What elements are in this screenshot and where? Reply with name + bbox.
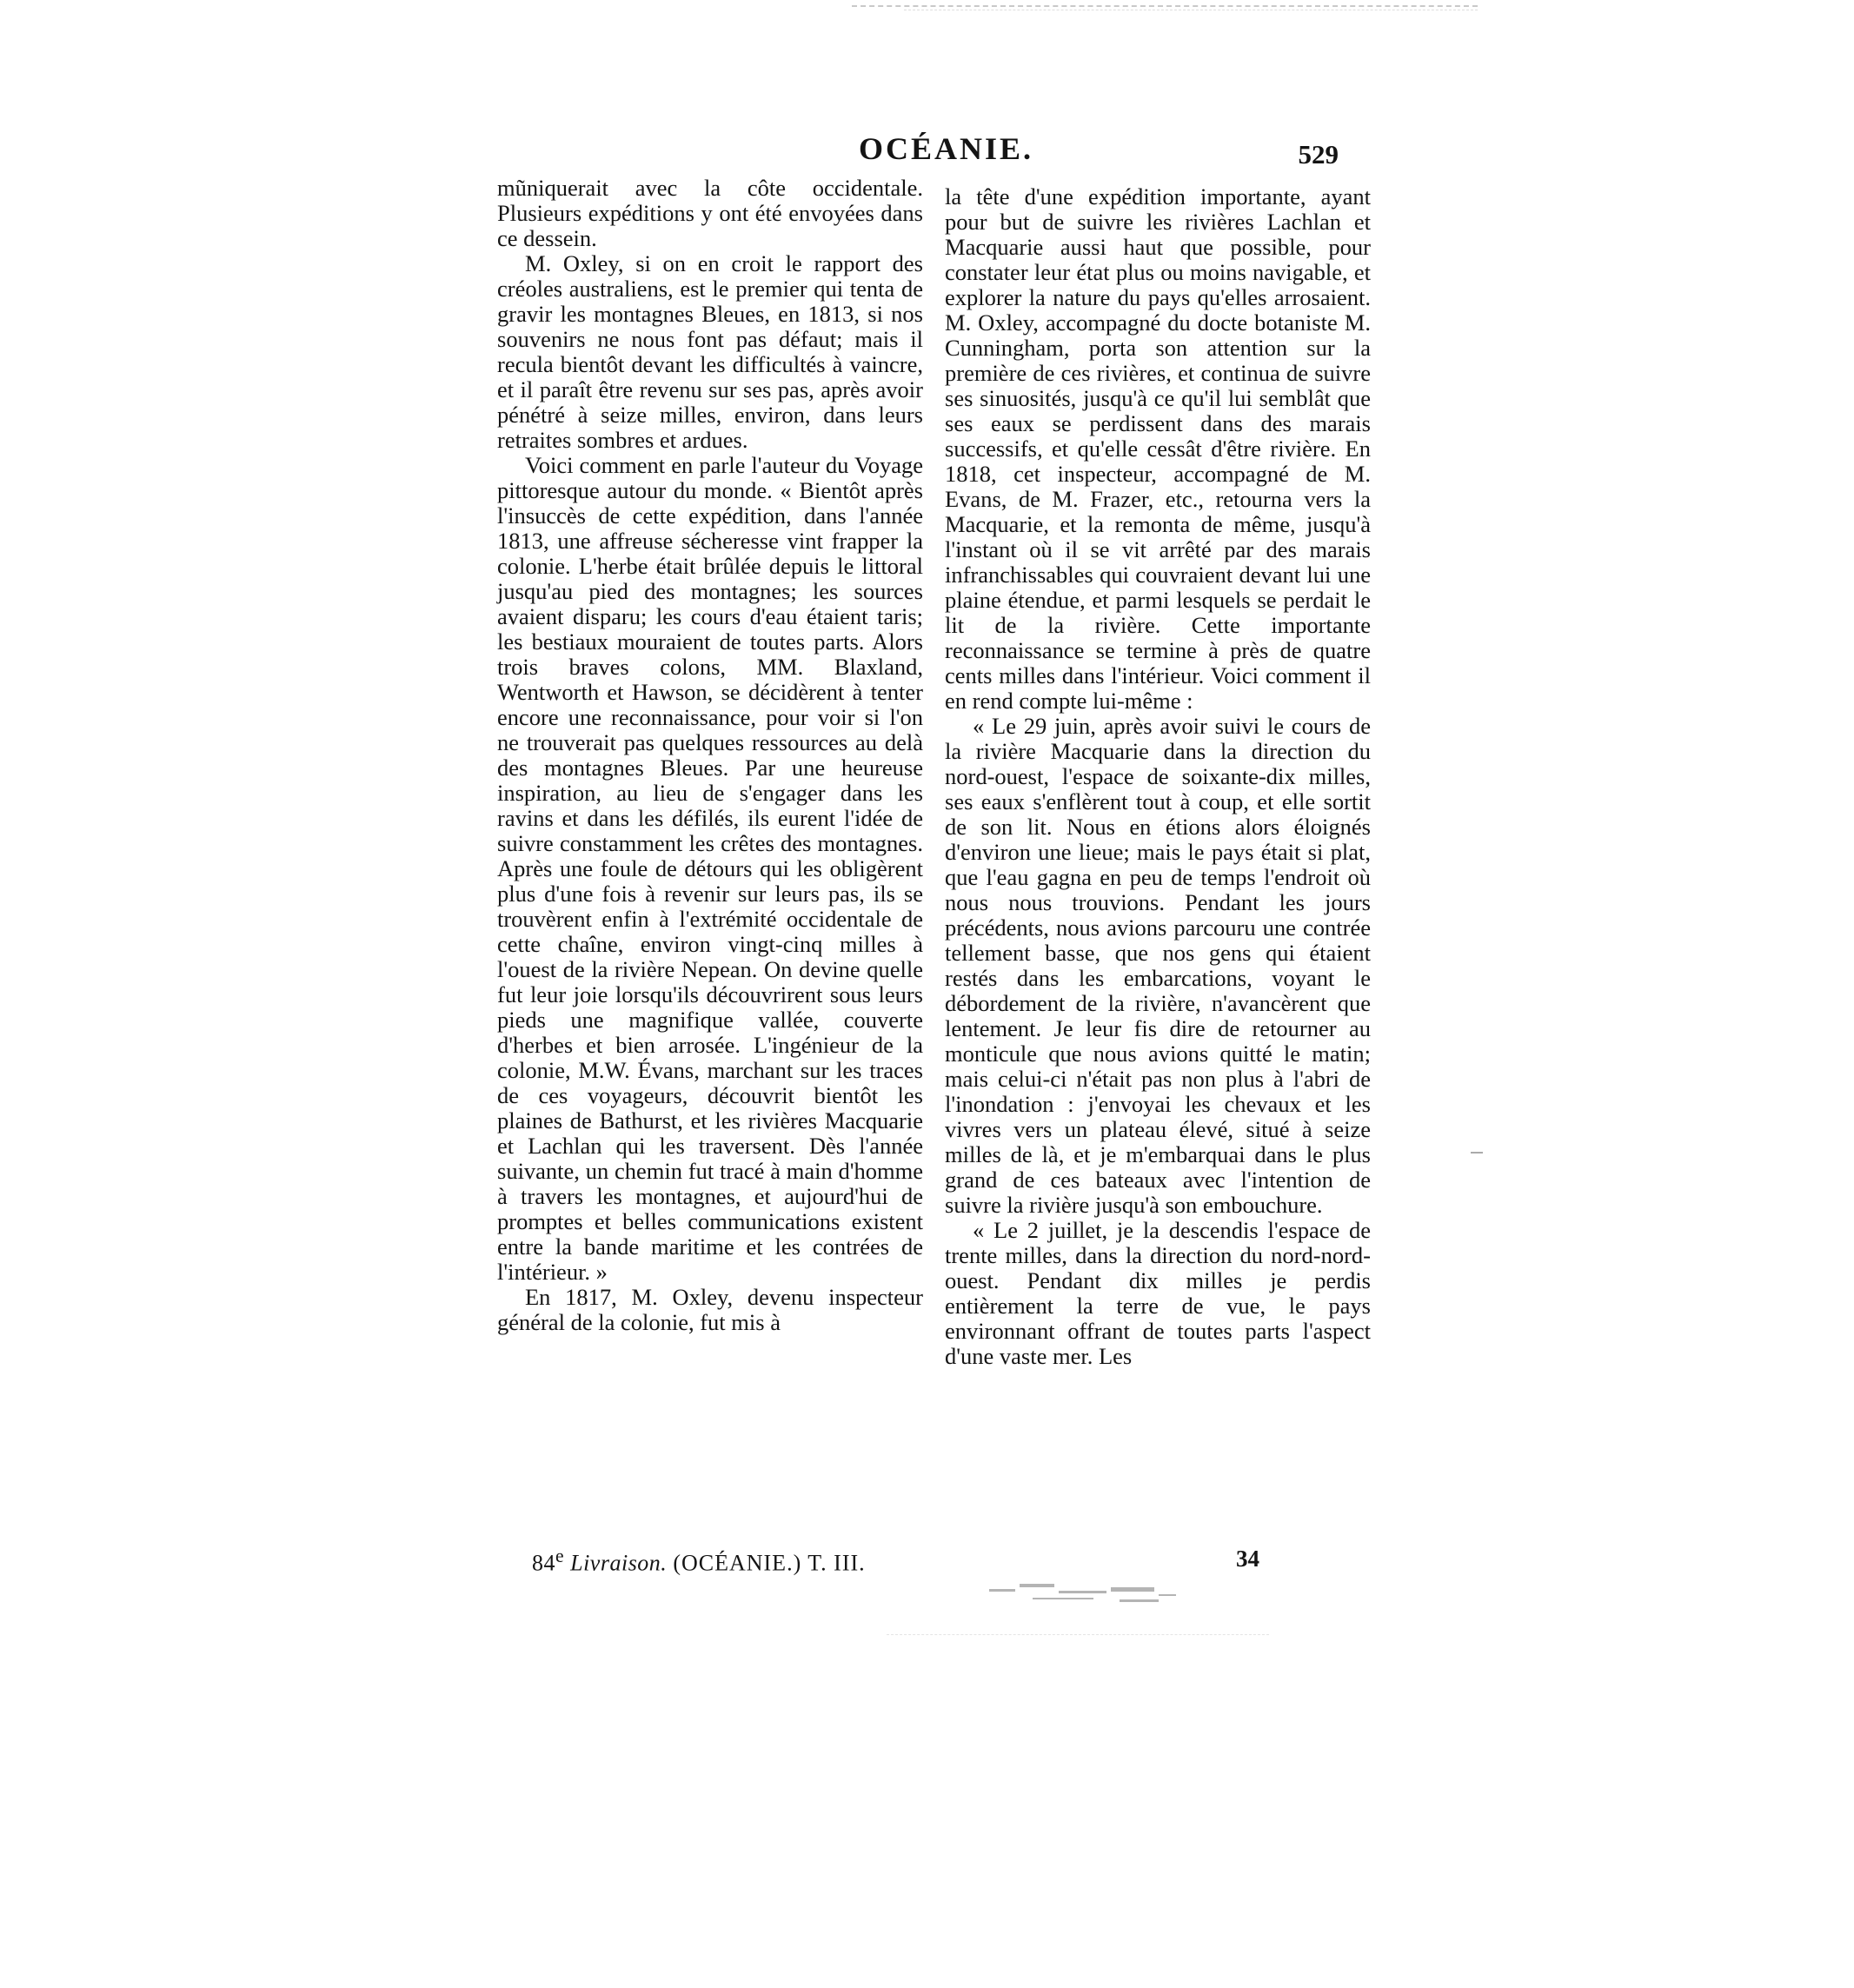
scan-margin-mark	[1471, 1152, 1483, 1154]
ink-smudge-decoration	[980, 1572, 1189, 1615]
paragraph: M. Oxley, si on en croit le rapport des créoles australiens, est le premier qui tenta de gravir les montagnes Bleues, en 1813, si nos souvenirs ne nous font pas défaut; mais il recula bientôt devant les difficultés à vaincre, et il paraît être revenu sur ses pas, après avoir pénétré à seize milles, environ, dans leurs retraites sombres et ardues.	[497, 250, 923, 453]
paragraph: Voici comment en parle l'auteur du Voyage pittoresque autour du monde. « Bientôt après l'insuccès de cette expédition, dans l'année 1813, une affreuse sécheresse vint frapper la colonie. L'herbe était brûlée depuis le littoral jusqu'au pied des montagnes; les sources avaient disparu; les cours d'eau étaient taris; les bestiaux mouraient de toutes parts. Alors trois braves colons, MM. Blaxland, Wentworth et Hawson, se décidèrent à tenter encore une reconnaissance, pour voir si l'on ne trouverait pas quelques ressources au delà des montagnes Bleues. Par une heureuse inspiration, au lieu de s'engager dans les ravins et dans les défilés, ils eurent l'idée de suivre constamment les crêtes des montagnes. Après une foule de détours qui les obligèrent plus d'une fois à revenir sur leurs pas, ils se trouvèrent enfin à l'extrémité occidentale de cette chaîne, environ vingt-cinq milles à l'ouest de la rivière Nepean. On devine quelle fut leur joie lorsqu'ils découvrirent sous leurs pieds une magnifique vallée, couverte d'herbes et bien arrosée. L'ingénieur de la colonie, M.W. Évans, marchant sur les traces de ces voyageurs, découvrit bientôt les plaines de Bathurst, et les rivières Macquarie et Lachlan qui les traversent. Dès l'année suivante, un chemin fut tracé à main d'homme à travers les montagnes, et aujourd'hui de promptes et belles communications existent entre la bande maritime et les contrées de l'intérieur. »	[497, 452, 923, 1285]
collection-name: (OCÉANIE.)	[673, 1550, 802, 1576]
paragraph: « Le 2 juillet, je la descendis l'espace de trente milles, dans la direction du nord-nord-ouest. Pendant dix milles je perdis entièrement la terre de vue, le pays environnant offrant de toutes parts l'aspect d'une vaste mer. Les	[945, 1217, 1371, 1369]
sheet-number: 34	[1236, 1546, 1259, 1572]
paragraph: « Le 29 juin, après avoir suivi le cours de la rivière Macquarie dans la direction du nord-ouest, l'espace de soixante-dix milles, ses eaux s'enflèrent tout à coup, et elle sortit de son lit. Nous en étions alors éloignés d'environ une lieue; mais le pays était si plat, que l'eau gagna en peu de temps l'endroit où nous nous trouvions. Pendant les jours précédents, nous avions parcouru une contrée tellement basse, que nos gens qui étaient restés dans les embarcations, voyant le débordement de la rivière, n'avancèrent que lentement. Je leur fis dire de retourner au monticule que nous avions quitté le matin; mais celui-ci n'était pas non plus à l'abri de l'inondation : j'envoyai les chevaux et les vivres vers un plateau élevé, situé à seize milles de là, et je m'embarquai dans le plus grand de ces bateaux avec l'intention de suivre la rivière jusqu'à son embouchure.	[945, 713, 1371, 1218]
left-column	[497, 176, 923, 1335]
scan-edge-top	[852, 5, 1478, 7]
livraison-suffix: e	[555, 1546, 565, 1566]
scan-edge-bottom	[887, 1634, 1269, 1635]
paragraph: En 1817, M. Oxley, devenu inspecteur général de la colonie, fut mis à	[497, 1284, 923, 1335]
running-title: OCÉANIE.	[859, 131, 1034, 166]
right-column	[945, 184, 1371, 1369]
livraison-word: Livraison.	[570, 1550, 668, 1576]
livraison-number: 84	[532, 1550, 555, 1576]
footer-signature	[532, 1546, 866, 1577]
page-number: 529	[1298, 139, 1339, 170]
paragraph: la tête d'une expédition importante, ayant pour but de suivre les rivières Lachlan et Macquarie aussi haut que possible, pour constater leur état plus ou moins navigable, et explorer la nature du pays qu'elles arrosaient. M. Oxley, accompagné du docte botaniste M. Cunningham, porta son attention sur la première de ces rivières, et continua de suivre ses sinuosités, jusqu'à ce qu'il lui semblât que ses eaux se perdissent dans des marais successifs, et qu'elle cessât d'être rivière. En 1818, cet inspecteur, accompagné de M. Evans, de M. Frazer, etc., retourna vers la Macquarie, et la remonta de même, jusqu'à l'instant où il se vit arrêté par des marais infranchissables qui couvraient devant lui une plaine étendue, et parmi lesquels se perdait le lit de la rivière. Cette importante reconnaissance se termine à près de quatre cents milles dans l'intérieur. Voici comment il en rend compte lui-même :	[945, 183, 1371, 714]
page-header	[495, 130, 1339, 172]
tome-number: T. III.	[807, 1550, 866, 1576]
paragraph: mũniquerait avec la côte occidentale. Plusieurs expéditions y ont été envoyées dans ce dessein.	[497, 175, 923, 251]
